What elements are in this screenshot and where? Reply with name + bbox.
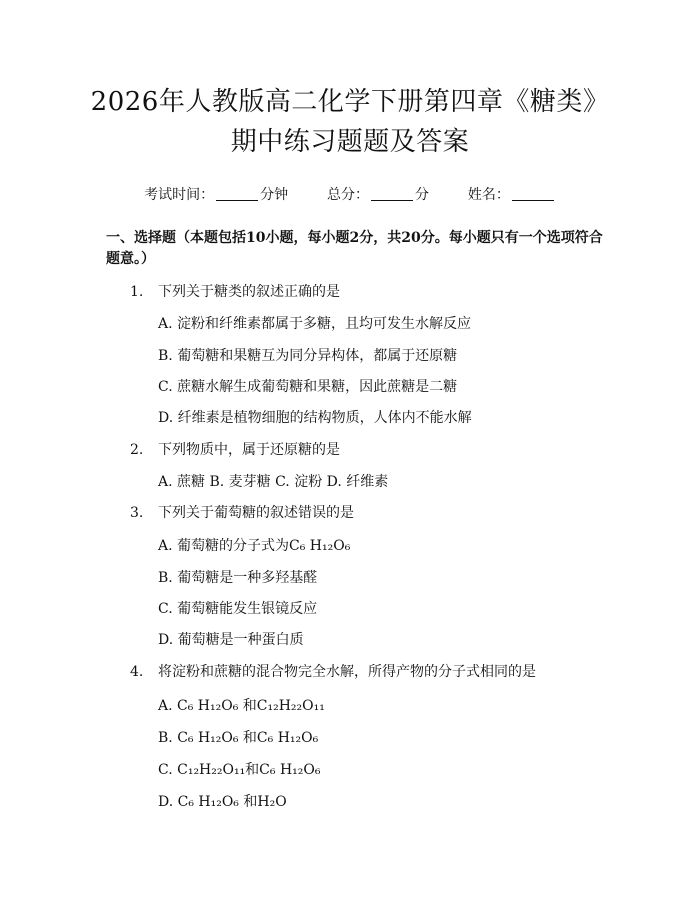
score-label: 总分：	[327, 187, 369, 203]
question-2	[130, 440, 340, 460]
exam-title	[0, 0, 700, 162]
q1-option-c: C. 蔗糖水解生成葡萄糖和果糖，因此蔗糖是二糖	[158, 379, 458, 395]
name-blank	[512, 186, 554, 201]
section-heading: 一、选择题（本题包括10小题，每小题2分，共20分。每小题只有一个选项符合题意。）	[106, 230, 603, 267]
q2-options: A. 蔗糖 B. 麦芽糖 C. 淀粉 D. 纤维素	[158, 474, 389, 490]
q3-option-d: D. 葡萄糖是一种蛋白质	[158, 632, 304, 648]
time-label: 考试时间：	[144, 187, 215, 203]
question-3	[130, 503, 354, 523]
exam-info-line	[0, 184, 700, 206]
q4-option-a: A. C₆ H₁₂O₆ 和C₁₂H₂₂O₁₁	[158, 698, 325, 714]
question-number: 1.	[130, 284, 144, 300]
q4-option-b: B. C₆ H₁₂O₆ 和C₆ H₁₂O₆	[158, 730, 319, 746]
title-line-1: 2026年人教版高二化学下册第四章《糖类》	[90, 87, 610, 117]
q4-option-c: C. C₁₂H₂₂O₁₁和C₆ H₁₂O₆	[158, 762, 321, 778]
question-4	[130, 662, 536, 682]
time-unit: 分钟	[260, 187, 289, 203]
q1-option-d: D. 纤维素是植物细胞的结构物质，人体内不能水解	[158, 410, 472, 426]
question-number: 3.	[130, 505, 144, 521]
name-label: 姓名：	[467, 187, 510, 203]
time-blank	[216, 186, 258, 201]
q4-option-d: D. C₆ H₁₂O₆ 和H₂O	[158, 794, 287, 810]
question-stem: 下列关于葡萄糖的叙述错误的是	[158, 505, 354, 521]
q3-option-b: B. 葡萄糖是一种多羟基醛	[158, 570, 318, 586]
score-unit: 分	[415, 187, 429, 203]
q3-option-a: A. 葡萄糖的分子式为C₆ H₁₂O₆	[158, 538, 351, 554]
question-stem: 下列物质中，属于还原糖的是	[158, 442, 340, 458]
question-1	[130, 282, 340, 302]
question-number: 2.	[130, 442, 144, 458]
question-stem: 将淀粉和蔗糖的混合物完全水解，所得产物的分子式相同的是	[158, 664, 536, 680]
title-line-2: 期中练习题题及答案	[230, 127, 470, 157]
q1-option-a: A. 淀粉和纤维素都属于多糖，且均可发生水解反应	[158, 316, 472, 332]
q1-option-b: B. 葡萄糖和果糖互为同分异构体，都属于还原糖	[158, 348, 458, 364]
score-blank	[371, 186, 413, 201]
question-number: 4.	[130, 664, 144, 680]
question-stem: 下列关于糖类的叙述正确的是	[158, 284, 340, 300]
q3-option-c: C. 葡萄糖能发生银镜反应	[158, 601, 318, 617]
